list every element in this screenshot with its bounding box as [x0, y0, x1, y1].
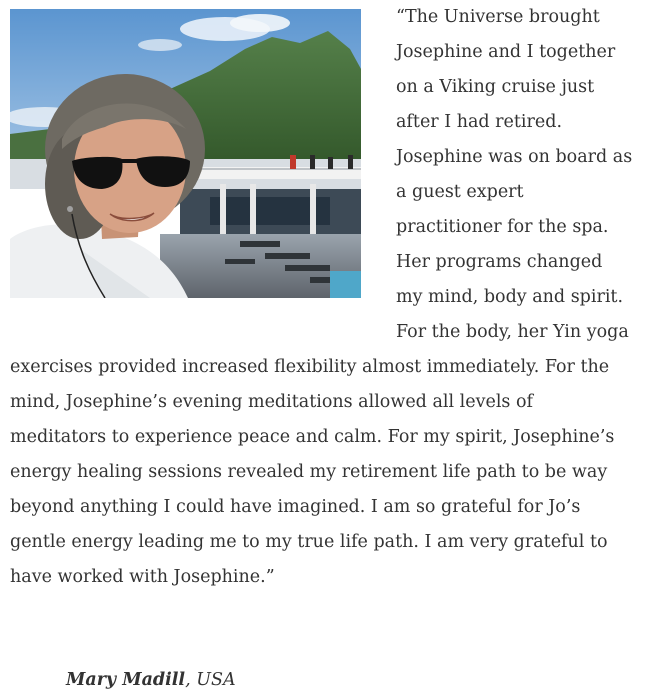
quote-line: energy healing sessions revealed my retirement life path to be way — [10, 462, 608, 482]
quote-line: practitioner for the spa. — [396, 217, 609, 237]
quote-line: on a Viking cruise just — [396, 77, 595, 97]
quote-line: have worked with Josephine.” — [10, 567, 275, 587]
quote-line: exercises provided increased flexibility almost immediately. For the — [10, 357, 610, 377]
quote-line: Josephine was on board as — [396, 147, 633, 167]
quote-line: For the body, her Yin yoga — [396, 322, 629, 342]
quote-line: mind, Josephine’s evening meditations allowed all levels of — [10, 392, 533, 412]
testimonial-quote — [10, 0, 644, 595]
quote-line: a guest expert — [396, 182, 524, 202]
quote-line: gentle energy leading me to my true life path. I am very grateful to — [10, 532, 608, 552]
quote-line: Josephine and I together — [396, 42, 616, 62]
author-country: , USA — [185, 670, 236, 690]
quote-line: beyond anything I could have imagined. I am so grateful for Jo’s — [10, 497, 581, 517]
quote-line: after I had retired. — [396, 112, 563, 132]
testimonial-signature — [66, 665, 236, 695]
quote-line: “The Universe brought — [396, 7, 600, 27]
quote-line: my mind, body and spirit. — [396, 287, 624, 307]
quote-line: Her programs changed — [396, 252, 603, 272]
author-name: Mary Madill — [66, 670, 186, 690]
quote-line: meditators to experience peace and calm. For my spirit, Josephine’s — [10, 427, 615, 447]
